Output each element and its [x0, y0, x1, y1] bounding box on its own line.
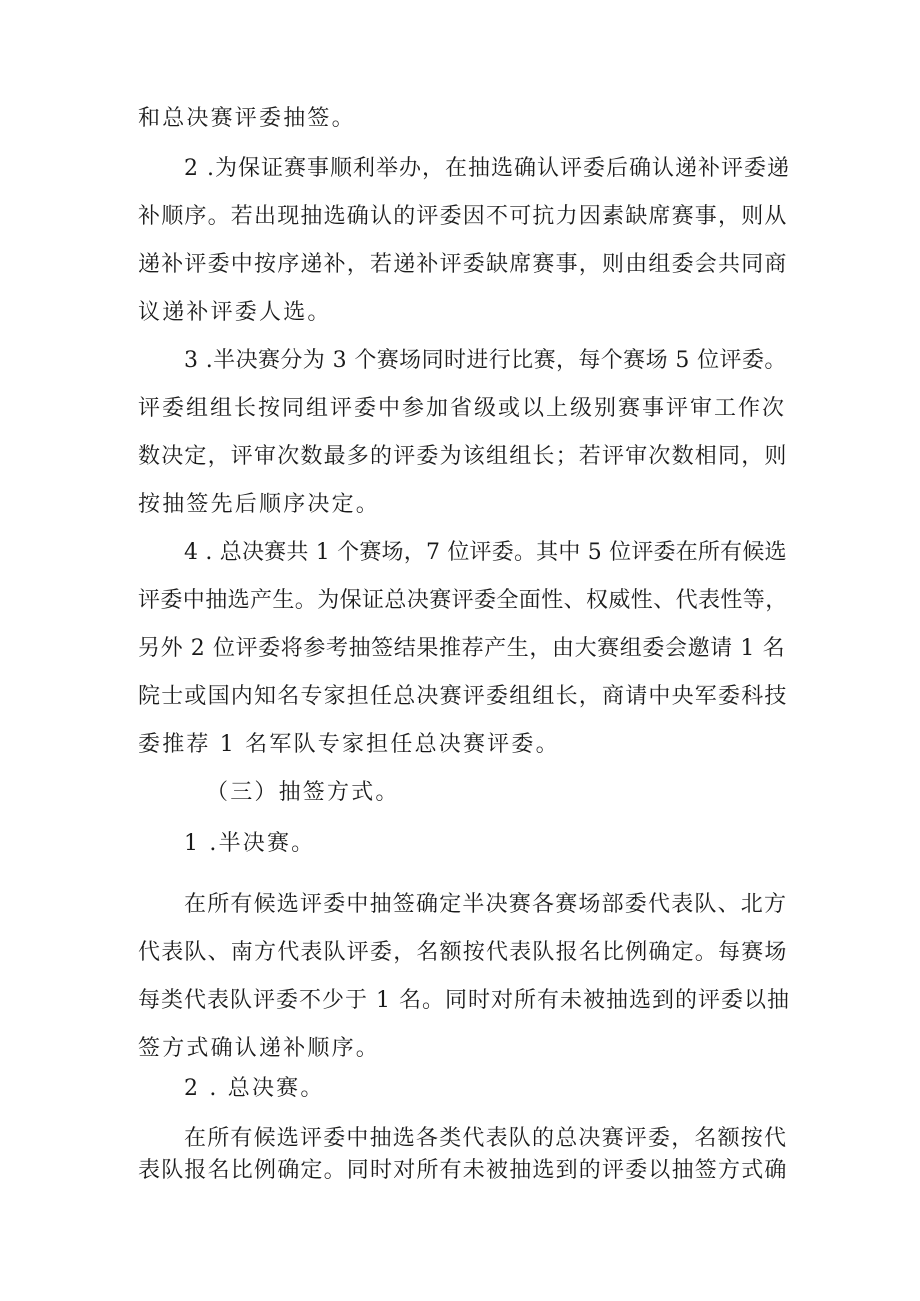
paragraph-line: 补顺序。若出现抽选确认的评委因不可抗力因素缺席赛事，则从	[138, 204, 788, 229]
paragraph-line: 在所有候选评委中抽签确定半决赛各赛场部委代表队、北方	[184, 892, 788, 917]
paragraph-line: 委推荐 1 名军队专家担任总决赛评委。	[138, 732, 560, 757]
subsection-heading: 2 . 总决赛。	[184, 1076, 325, 1101]
paragraph-line: 和总决赛评委抽签。	[138, 106, 356, 131]
paragraph-line: 2 .为保证赛事顺利举办，在抽选确认评委后确认递补评委递	[184, 156, 790, 181]
subsection-heading: 1 .半决赛。	[184, 831, 316, 856]
paragraph-line: 数决定，评审次数最多的评委为该组组长；若评审次数相同，则	[138, 444, 788, 469]
paragraph-line: 按抽签先后顺序决定。	[138, 492, 381, 517]
section-heading: （三）抽签方式。	[206, 780, 400, 805]
paragraph-line: 签方式确认递补顺序。	[138, 1036, 381, 1061]
paragraph-line: 3 .半决赛分为 3 个赛场同时进行比赛，每个赛场 5 位评委。	[184, 348, 787, 373]
paragraph-line: 递补评委中按序递补，若递补评委缺席赛事，则由组委会共同商	[138, 252, 788, 277]
paragraph-line: 表队报名比例确定。同时对所有未被抽选到的评委以抽签方式确	[138, 1158, 788, 1183]
paragraph-line: 议递补评委人选。	[138, 300, 332, 325]
paragraph-line: 院士或国内知名专家担任总决赛评委组组长，商请中央军委科技	[138, 684, 788, 709]
paragraph-line: 每类代表队评委不少于 1 名。同时对所有未被抽选到的评委以抽	[138, 988, 790, 1013]
paragraph-line: 4 . 总决赛共 1 个赛场，7 位评委。其中 5 位评委在所有候选	[184, 540, 787, 565]
paragraph-line: 评委中抽选产生。为保证总决赛评委全面性、权威性、代表性等，	[138, 588, 788, 613]
paragraph-line: 另外 2 位评委将参考抽签结果推荐产生，由大赛组委会邀请 1 名	[138, 636, 786, 661]
paragraph-line: 代表队、南方代表队评委，名额按代表队报名比例确定。每赛场	[138, 940, 788, 965]
paragraph-line: 在所有候选评委中抽选各类代表队的总决赛评委，名额按代	[184, 1126, 788, 1151]
paragraph-line: 评委组组长按同组评委中参加省级或以上级别赛事评审工作次	[138, 396, 787, 421]
